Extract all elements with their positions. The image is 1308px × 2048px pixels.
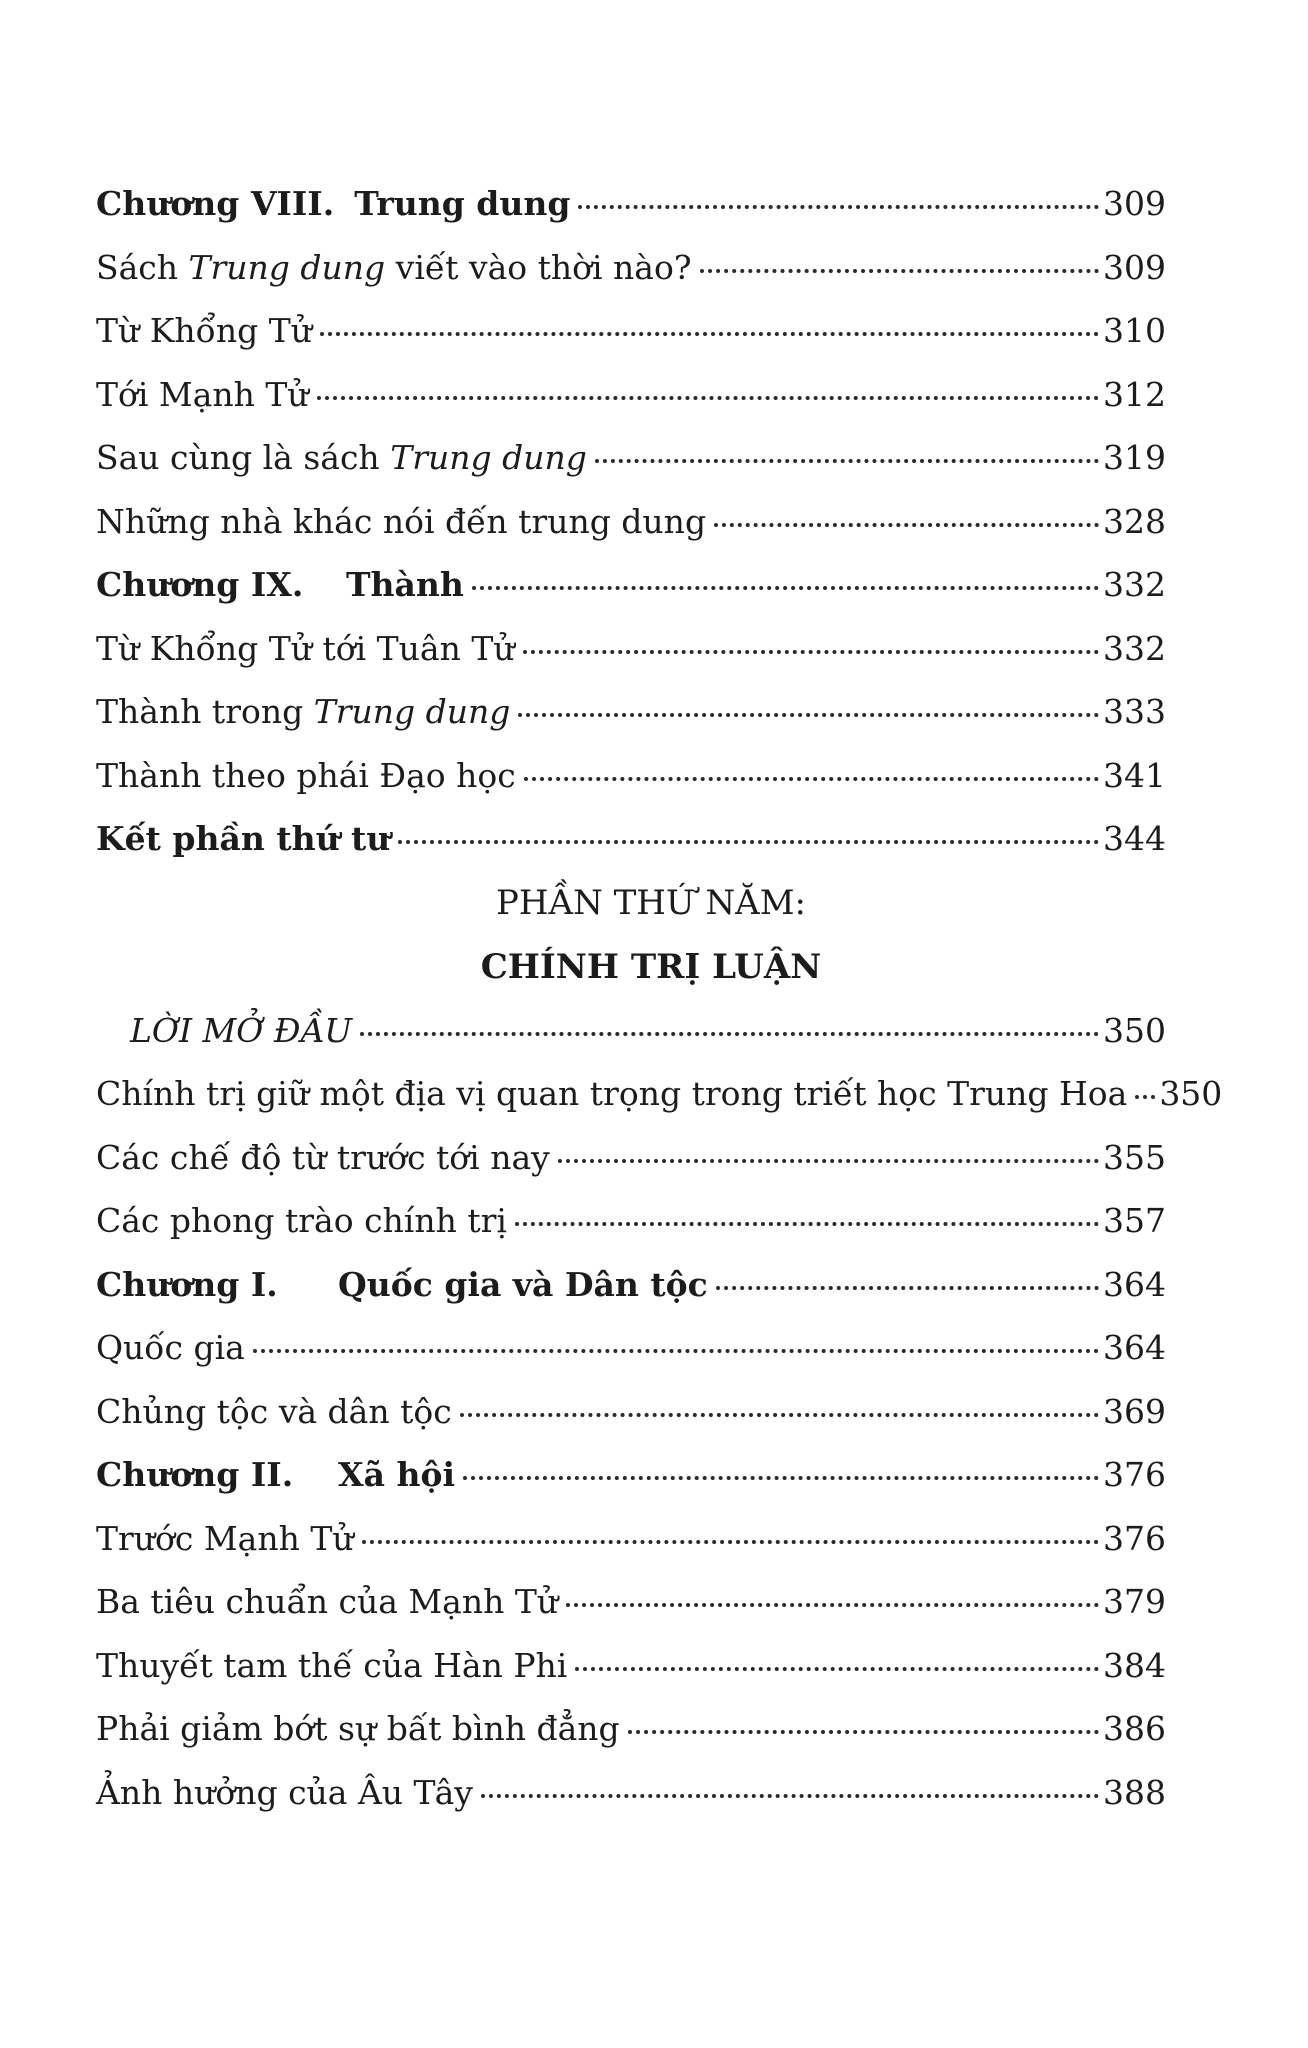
dot-leader xyxy=(523,650,1099,654)
page-number: 350 xyxy=(1103,1010,1166,1050)
entry-title: Chủng tộc và dân tộc xyxy=(96,1391,452,1431)
entry-title-text: viết vào thời nào? xyxy=(385,247,692,287)
dot-leader xyxy=(463,1476,1099,1480)
chapter-label: Chương I. xyxy=(96,1264,278,1304)
entry-title: Kết phần thứ tư xyxy=(96,819,391,858)
toc-entry xyxy=(96,426,1166,490)
entry-title: Thuyết tam thế của Hàn Phi xyxy=(96,1645,568,1685)
entry-title: Những nhà khác nói đến trung dung xyxy=(96,501,707,541)
entry-title: LỜI MỞ ĐẦU xyxy=(130,1010,353,1050)
chapter-label: Chương IX. xyxy=(96,565,304,604)
toc-entry xyxy=(96,1126,1166,1190)
entry-title-italic: Trung dung xyxy=(188,247,386,287)
toc-entry xyxy=(96,1570,1166,1634)
entry-title: Ba tiêu chuẩn của Mạnh Tử xyxy=(96,1582,559,1621)
dot-leader xyxy=(320,332,1099,336)
chapter-title: Thành xyxy=(346,565,464,604)
toc-entry xyxy=(96,1634,1166,1698)
page-number: 379 xyxy=(1103,1582,1166,1621)
toc-entry xyxy=(96,617,1166,681)
toc-entry xyxy=(96,744,1166,808)
entry-title-italic: Trung dung xyxy=(313,692,511,731)
page-number: 357 xyxy=(1103,1201,1166,1240)
toc-entry xyxy=(96,1507,1166,1571)
entry-title: Phải giảm bớt sự bất bình đẳng xyxy=(96,1709,620,1748)
entry-title xyxy=(96,236,692,300)
toc-chapter-2 xyxy=(96,1443,1166,1507)
entry-title-text: Sách xyxy=(96,247,189,287)
toc-entry xyxy=(96,1189,1166,1253)
page-number: 309 xyxy=(1103,184,1166,223)
chapter-title: Xã hội xyxy=(338,1455,456,1494)
page-number: 376 xyxy=(1103,1518,1166,1558)
entry-title xyxy=(96,680,510,744)
chapter-title: Trung dung xyxy=(354,184,571,223)
toc-entry xyxy=(96,490,1166,554)
toc-entry xyxy=(96,363,1166,427)
page-number: 319 xyxy=(1103,438,1166,477)
page-number: 376 xyxy=(1103,1455,1166,1494)
entry-title: Các phong trào chính trị xyxy=(96,1201,507,1240)
dot-leader xyxy=(317,396,1099,400)
dot-leader xyxy=(628,1730,1099,1734)
entry-title-text: Thành trong xyxy=(96,692,314,731)
dot-leader xyxy=(398,840,1099,844)
toc-chapter-9 xyxy=(96,553,1166,617)
page-number: 364 xyxy=(1103,1264,1166,1304)
entry-title: Chính trị giữ một địa vị quan trọng trong triết học Trung Hoa xyxy=(96,1074,1128,1113)
chapter-title: Quốc gia và Dân tộc xyxy=(338,1264,708,1304)
toc-chapter-8 xyxy=(96,172,1166,236)
chapter-heading xyxy=(96,1253,708,1317)
chapter-heading xyxy=(96,172,570,236)
entry-title xyxy=(96,426,587,490)
toc-entry xyxy=(96,999,1166,1063)
entry-title: Trước Mạnh Tử xyxy=(96,1518,354,1558)
entry-title: Ảnh hưởng của Âu Tây xyxy=(96,1772,473,1812)
dot-leader xyxy=(1135,1095,1155,1099)
part-title: CHÍNH TRỊ LUẬN xyxy=(480,946,822,987)
page-number: 333 xyxy=(1103,692,1166,731)
toc-entry xyxy=(96,680,1166,744)
page-number: 384 xyxy=(1103,1645,1166,1685)
dot-leader xyxy=(253,1349,1099,1353)
page-number: 369 xyxy=(1103,1391,1166,1431)
chapter-label: Chương II. xyxy=(96,1455,294,1494)
toc-chapter-1 xyxy=(96,1253,1166,1317)
dot-leader xyxy=(360,1032,1099,1036)
part-heading: PHẦN THỨ NĂM: xyxy=(495,882,806,923)
page-number: 312 xyxy=(1103,374,1166,414)
page-number: 310 xyxy=(1103,311,1166,350)
page-number: 355 xyxy=(1103,1137,1166,1177)
page-number: 332 xyxy=(1103,565,1166,604)
page-number: 344 xyxy=(1103,819,1166,858)
toc-entry xyxy=(96,1761,1166,1825)
entry-title: Quốc gia xyxy=(96,1328,245,1367)
toc-entry xyxy=(96,1316,1166,1380)
toc-entry xyxy=(96,236,1166,300)
chapter-heading xyxy=(96,1443,455,1507)
dot-leader xyxy=(575,1667,1099,1671)
dot-leader xyxy=(566,1603,1099,1607)
page-number: 332 xyxy=(1103,628,1166,668)
dot-leader xyxy=(515,1222,1099,1226)
page-number: 328 xyxy=(1103,501,1166,541)
toc-entry xyxy=(96,1062,1223,1126)
chapter-heading xyxy=(96,553,464,617)
page-number: 309 xyxy=(1103,247,1166,287)
toc-entry xyxy=(96,299,1166,363)
dot-leader xyxy=(714,523,1099,527)
entry-title: Các chế độ từ trước tới nay xyxy=(96,1137,550,1177)
dot-leader xyxy=(472,586,1099,590)
page-number: 386 xyxy=(1103,1709,1166,1748)
page-number: 350 xyxy=(1159,1074,1223,1113)
toc-entry xyxy=(96,1380,1166,1444)
page-number: 388 xyxy=(1103,1772,1166,1812)
toc-entry xyxy=(96,1697,1166,1761)
dot-leader xyxy=(362,1540,1099,1544)
dot-leader xyxy=(578,205,1099,209)
entry-title-italic: Trung dung xyxy=(390,438,587,477)
dot-leader xyxy=(595,459,1099,463)
page-number: 364 xyxy=(1103,1328,1166,1367)
dot-leader xyxy=(558,1159,1099,1163)
entry-title: Từ Khổng Tử tới Tuân Tử xyxy=(96,628,515,668)
page-number: 341 xyxy=(1103,755,1166,795)
dot-leader xyxy=(524,777,1099,781)
entry-title-text: Sau cùng là sách xyxy=(96,438,391,477)
chapter-label: Chương VIII. xyxy=(96,184,335,223)
entry-title: Từ Khổng Tử xyxy=(96,311,312,350)
entry-title: Tới Mạnh Tử xyxy=(96,374,309,414)
entry-title: Thành theo phái Đạo học xyxy=(96,755,516,795)
dot-leader xyxy=(481,1794,1099,1798)
toc-entry xyxy=(96,807,1166,871)
dot-leader xyxy=(716,1286,1099,1290)
dot-leader xyxy=(460,1413,1099,1417)
dot-leader xyxy=(700,269,1099,273)
dot-leader xyxy=(518,713,1099,717)
